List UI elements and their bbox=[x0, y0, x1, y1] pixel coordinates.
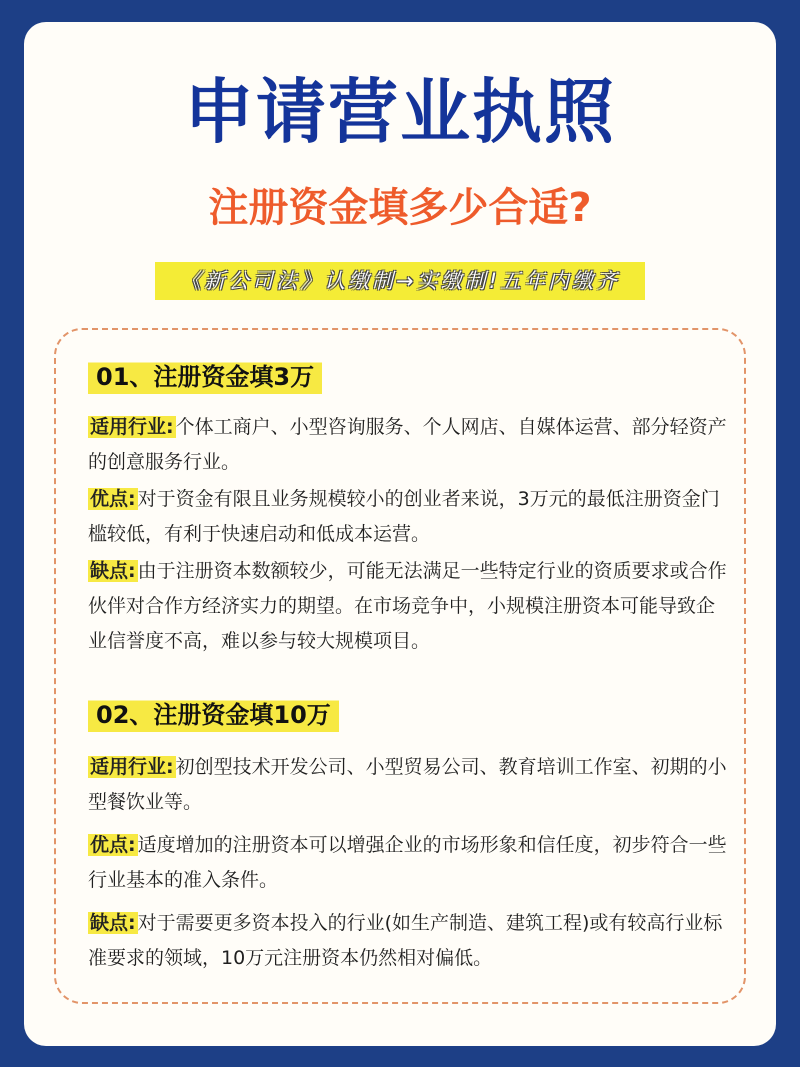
cons-paragraph-1 bbox=[88, 554, 728, 659]
cons-label-1: 缺点: bbox=[90, 560, 136, 582]
notice-banner: 《新公司法》认缴制→实缴制!五年内缴齐 bbox=[155, 262, 645, 300]
pros-text-2: 适度增加的注册资本可以增强企业的市场形象和信任度，初步符合一些行业基本的准入条件。 bbox=[88, 834, 727, 891]
cons-text-2: 对于需要更多资本投入的行业(如生产制造、建筑工程)或有较高行业标准要求的领域，10万元注册资本仍然相对偏低。 bbox=[88, 912, 723, 969]
section-heading-1: 01、注册资金填3万 bbox=[88, 360, 322, 394]
page-subtitle: 注册资金填多少合适? bbox=[208, 185, 592, 231]
industry-label-1: 适用行业: bbox=[90, 416, 174, 438]
pros-paragraph-1 bbox=[88, 482, 728, 552]
pros-label-1: 优点: bbox=[90, 488, 136, 510]
pros-label-2: 优点: bbox=[90, 834, 136, 856]
industry-text-2: 初创型技术开发公司、小型贸易公司、教育培训工作室、初期的小型餐饮业等。 bbox=[88, 756, 727, 813]
industry-label-2: 适用行业: bbox=[90, 756, 174, 778]
pros-paragraph-2 bbox=[88, 828, 728, 898]
industry-paragraph-2 bbox=[88, 750, 728, 820]
section-heading-2: 02、注册资金填10万 bbox=[88, 698, 339, 732]
industry-paragraph-1 bbox=[88, 410, 728, 480]
pros-text-1: 对于资金有限且业务规模较小的创业者来说，3万元的最低注册资金门槛较低，有利于快速启动和低成本运营。 bbox=[88, 488, 720, 545]
industry-text-1: 个体工商户、小型咨询服务、个人网店、自媒体运营、部分轻资产的创意服务行业。 bbox=[88, 416, 727, 473]
cons-text-1: 由于注册资本数额较少，可能无法满足一些特定行业的资质要求或合作伙伴对合作方经济实力的期望。在市场竞争中，小规模注册资本可能导致企业信誉度不高，难以参与较大规模项目。 bbox=[88, 560, 727, 652]
cons-paragraph-2 bbox=[88, 906, 728, 976]
cons-label-2: 缺点: bbox=[90, 912, 136, 934]
page-title: 申请营业执照 bbox=[184, 71, 616, 153]
